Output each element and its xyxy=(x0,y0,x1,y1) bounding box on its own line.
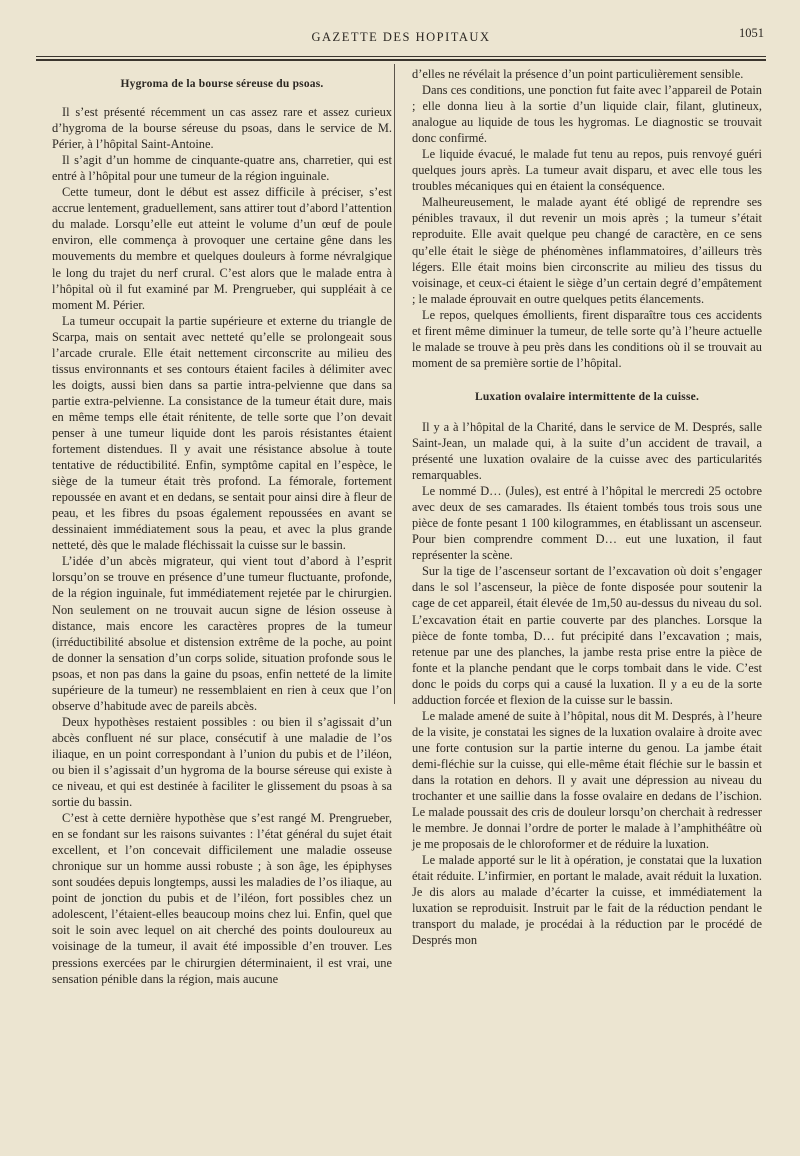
paragraph: C’est à cette dernière hypothèse que s’est rangé M. Prengrueber, en se fondant sur les raisons suivantes : l’état général du sujet était excellent, et l’on concevait difficilement une maladie osseuse chronique sur un homme aussi robuste ; à son âge, les épiphyses sont soudées depuis longtemps, aussi les maladies de l’os iliaque, au point de jonction du pubis et de l’iléon, fort possibles chez un adolescent, l’étaient-elles beaucoup moins chez lui. Enfin, quel que soit le soin avec lequel on ait cherché des points douloureux au voisinage de la tumeur, il avait été impossible d’en trouver. Les pressions exercées par le chirurgien déterminaient, il est vrai, une sensation pénible dans la région, mais aucune xyxy=(52,811,392,986)
paragraph: Le repos, quelques émollients, firent disparaître tous ces accidents et firent même diminuer la tumeur, de telle sorte qu’à l’heure actuelle le malade se trouve à peu près dans les conditions où il se trouvait au moment de sa première sortie de l’hôpital. xyxy=(412,307,762,370)
running-title: GAZETTE DES HOPITAUX xyxy=(311,30,491,44)
paragraph: Le liquide évacué, le malade fut tenu au repos, puis renvoyé guéri quelques jours après. La tumeur avait disparu, et avec elle tous les troubles mécaniques qui en étaient la conséquence. xyxy=(412,147,762,194)
paragraph: Le malade apporté sur le lit à opération, je constatai que la luxation était réduite. L’infirmier, en portant le malade, avait réduit la luxation. Je dis alors au malade d’écarter la cuisse, et immédiatement la luxation se reproduisit. Instruit par le fait de la réduction pendant le transport du malade, je procédai à la réduction par le procédé de Després mon xyxy=(412,853,762,948)
paragraph: Malheureusement, le malade ayant été obligé de reprendre ses pénibles travaux, il dut revenir un mois après ; la tumeur s’était reproduite. Elle avait quelque peu changé de caractère, en ce sens qu’elle était le siège de phénomènes inflammatoires, d’ailleurs très légers. Elle était moins bien circonscrite au milieu des tissus du voisinage, et ceux-ci étaient le siège d’un certain degré d’empâtement ; le malade éprouvait en outre quelques petits élancements. xyxy=(412,195,762,306)
header-rule xyxy=(36,56,766,57)
header-rule-double xyxy=(36,59,766,61)
section-heading: Hygroma de la bourse séreuse du psoas. xyxy=(120,78,324,90)
paragraph: Deux hypothèses restaient possibles : ou bien il s’agissait d’un abcès confluent né sur place, consécutif à une maladie de l’os iliaque, en un point correspondant à l’union du pubis et de l’iléon, ou bien il s’agissait d’un hygroma de la bourse séreuse qui existe à ce niveau, et qui est destinée à faciliter le glissement du psoas à sa sortie du bassin. xyxy=(52,714,392,810)
paragraph: L’idée d’un abcès migrateur, qui vient tout d’abord à l’esprit lorsqu’on se trouve en présence d’une tumeur fluctuante, profonde, de la région inguinale, fut immédiatement rejetée par le chirurgien. Non seulement on ne trouvait aucun signe de lésion osseuse à distance, mais encore les caractères propres de la tumeur (irréductibilité absolue et distension extrême de la poche, au point de donner la sensation d’un corps solide, situation profonde sous le psoas, et non pas dans la gaine du psoas, enfin netteté de la limite supérieure de la tumeur) ne ressemblaient en rien à ceux que l’on observe d’habitude avec de pareils abcès. xyxy=(52,554,392,713)
paragraph: Il y a à l’hôpital de la Charité, dans le service de M. Després, salle Saint-Jean, un malade qui, à la suite d’un accident de travail, a présenté une luxation ovalaire de la cuisse avec des particularités remarquables. xyxy=(412,419,762,483)
paragraph: Sur la tige de l’ascenseur sortant de l’excavation où doit s’engager dans le sol l’ascenseur, la pièce de fonte disposée pour soutenir la cage de cet appareil, était élevée de 1m,50 au-dessus du niveau du sol. L’excavation était en partie couverte par des planches. Lorsque la pièce de fonte tomba, D… fut précipité dans l’excavation ; mais, retenue par une des planches, la jambe resta prise entre la pièce de fonte et la planche pendant que le corps tombait dans le vide. C’est donc le poids du corps qui a causé la luxation. Il y a eu de la sorte adduction forcée et flexion de la cuisse sur le bassin. xyxy=(412,564,762,707)
paragraph: Le malade amené de suite à l’hôpital, nous dit M. Després, à l’heure de la visite, je constatai les signes de la luxation ovalaire à droite avec une forte contusion sur la partie interne du genou. La jambe était demi-fléchie sur la cuisse, qui elle-même était fléchie sur le bassin et dans la rotation en dehors. Il y avait une dépression au niveau du trochanter et une saillie dans la fosse ovalaire en dedans de l’ischion. Le malade poussait des cris de douleur lorsqu’on cherchait à redresser le membre. Je donnai l’ordre de porter le malade à l’amphithéâtre où je me proposais de le chloroformer et de réduire la luxation. xyxy=(412,708,762,852)
paragraph: Il s’est présenté récemment un cas assez rare et assez curieux d’hygroma de la bourse séreuse du psoas, dans le service de M. Périer, à l’hôpital Saint-Antoine. xyxy=(52,105,392,152)
left-column xyxy=(52,66,392,987)
paragraph: Cette tumeur, dont le début est assez difficile à préciser, s’est accrue lentement, graduellement, sans attirer tout d’abord l’attention du malade. Lorsqu’elle eut atteint le volume d’un œuf de poule environ, elle commença à provoquer une certaine gêne dans les mouvements du membre et quelques douleurs à forme névralgique le long du trajet du nerf crural. C’est alors que le malade entra à l’hôpital où il fut examiné par M. Prengrueber, qui suppléait à ce moment M. Périer. xyxy=(52,185,392,312)
paragraph: La tumeur occupait la partie supérieure et externe du triangle de Scarpa, mais on sentait avec netteté qu’elle se prolongeait sous l’arcade crurale. Elle était nettement circonscrite au milieu des tissus environnants et ses contours étaient faciles à délimiter avec les doigts, aussi bien dans sa partie intra-pelvienne que dans sa partie extra-pelvienne. La consistance de la tumeur était dure, mais en même temps elle était rénitente, de telle sorte que l’on devait penser à une tumeur liquide dont les parois résistantes étaient fortement distendues. Il y avait une résistance absolue à toute tentative de réductibilité. Enfin, symptôme capital en l’espèce, le siège de la tumeur était très profond. La fémorale, fortement repoussée en avant et en dedans, se sentait pour ainsi dire à fleur de peau, et les fibres du psoas également repoussées en avant se dessinaient immédiatement sous la peau, et avec la plus grande netteté, dès que le malade fléchissait la cuisse sur le bassin. xyxy=(52,313,392,553)
paragraph: Il s’agit d’un homme de cinquante-quatre ans, charretier, qui est entré à l’hôpital pour une tumeur de la région inguinale. xyxy=(52,153,392,184)
paragraph: Dans ces conditions, une ponction fut faite avec l’appareil de Potain ; elle donna lieu à la sortie d’un liquide clair, filant, glutineux, analogue au liquide de tous les hygromas. Le diagnostic se trouvait donc confirmé. xyxy=(412,83,762,146)
paragraph: Le nommé D… (Jules), est entré à l’hôpital le mercredi 25 octobre avec deux de ses camarades. Ils étaient tombés tous trois sous une pièce de fonte pesant 1 100 kilogrammes, en établissant un ascenseur. Pour bien comprendre comment D… eut une luxation, il faut représenter la scène. xyxy=(412,484,762,563)
page-number: 1051 xyxy=(739,26,764,40)
continuation-paragraph: d’elles ne révélait la présence d’un point particulièrement sensible. xyxy=(412,67,744,81)
column-divider xyxy=(394,64,395,704)
right-column xyxy=(412,66,762,948)
section-heading: Luxation ovalaire intermittente de la cuisse. xyxy=(474,390,700,403)
page-header xyxy=(36,26,766,50)
